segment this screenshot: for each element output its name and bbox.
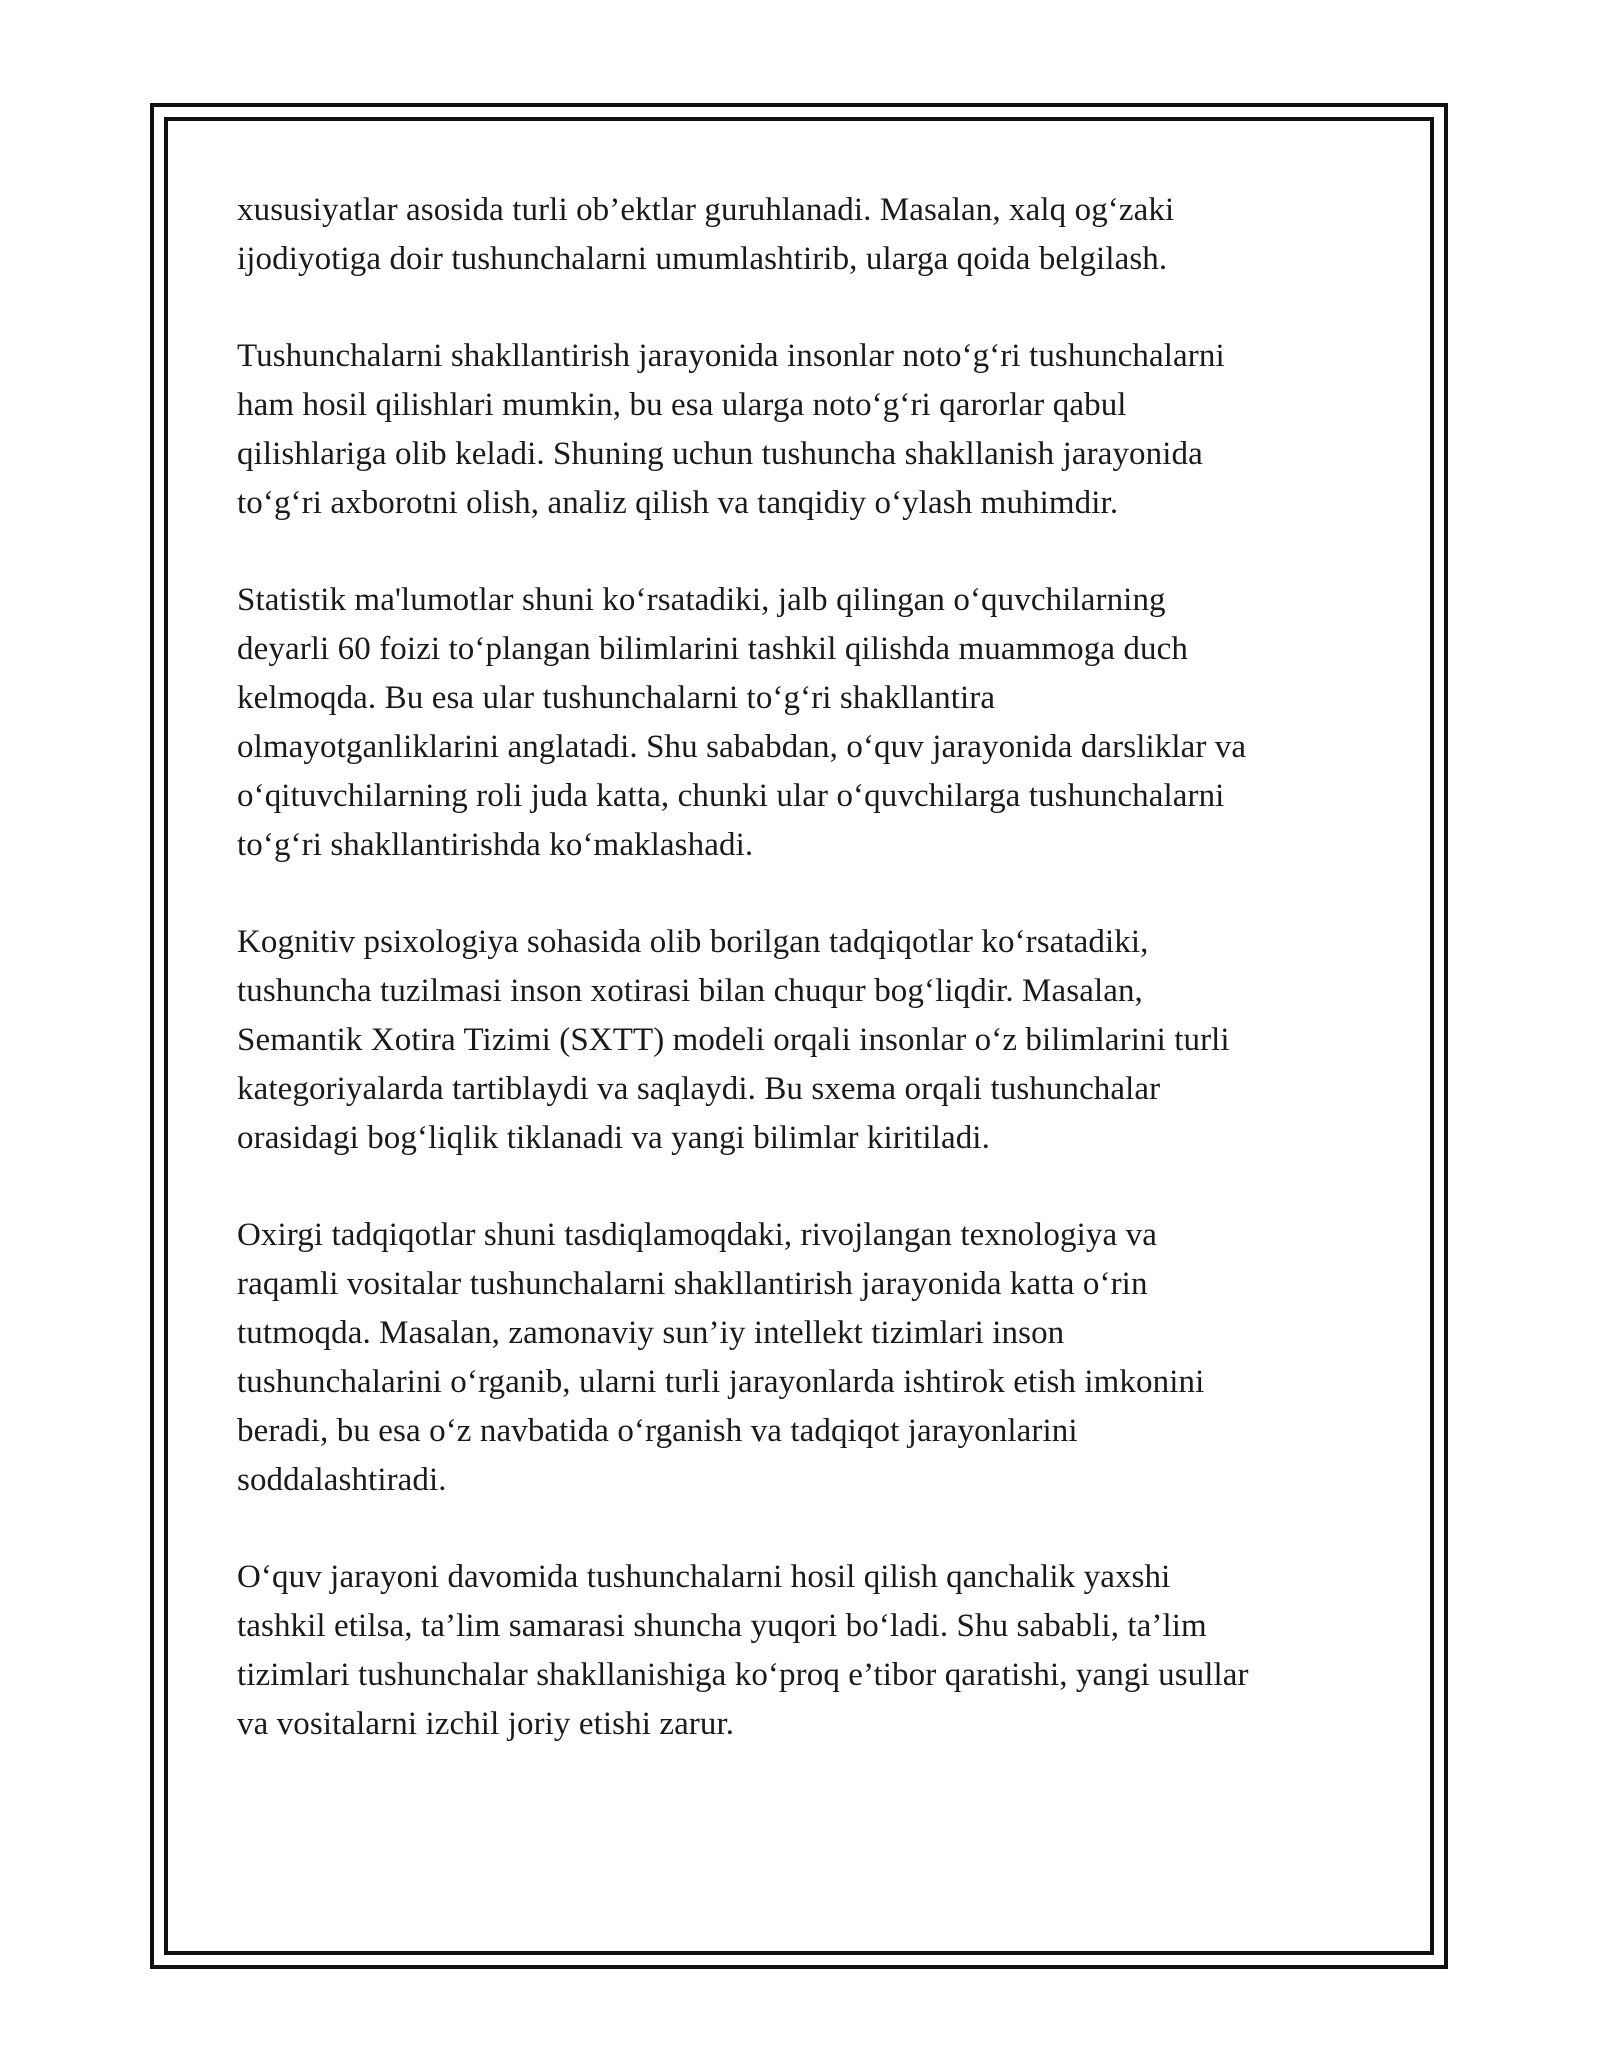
text-line: Tushunchalarni shakllantirish jarayonida insonlar noto‘g‘ri tushunchalarni	[237, 338, 1225, 374]
text-line: kelmoqda. Bu esa ular tushunchalarni to‘g‘ri shakllantira	[237, 680, 996, 716]
text-line: kategoriyalarda tartiblaydi va saqlaydi. Bu sxema orqali tushunchalar	[237, 1071, 1161, 1107]
text-line: tutmoqda. Masalan, zamonaviy sun’iy intellekt tizimlari inson	[237, 1315, 1065, 1351]
text-line: olmayotganliklarini anglatadi. Shu sababdan, o‘quv jarayonida darsliklar va	[237, 729, 1247, 765]
paragraph	[237, 1211, 1377, 1505]
text-line: xususiyatlar asosida turli ob’ektlar guruhlanadi. Masalan, xalq og‘zaki	[237, 192, 1175, 228]
text-line: to‘g‘ri shakllantirishda ko‘maklashadi.	[237, 827, 754, 863]
document-body	[237, 186, 1377, 1797]
text-line: beradi, bu esa o‘z navbatida o‘rganish va tadqiqot jarayonlarini	[237, 1413, 1078, 1449]
paragraph	[237, 1553, 1377, 1749]
text-line: va vositalarni izchil joriy etishi zarur.	[237, 1706, 735, 1742]
text-line: orasidagi bog‘liqlik tiklanadi va yangi bilimlar kiritiladi.	[237, 1120, 990, 1156]
text-line: Statistik ma'lumotlar shuni ko‘rsatadiki, jalb qilingan o‘quvchilarning	[237, 582, 1166, 618]
text-line: soddalashtiradi.	[237, 1462, 447, 1498]
paragraph	[237, 186, 1377, 284]
text-line: ijodiyotiga doir tushunchalarni umumlashtirib, ularga qoida belgilash.	[237, 241, 1168, 277]
text-line: ham hosil qilishlari mumkin, bu esa ularga noto‘g‘ri qarorlar qabul	[237, 387, 1127, 423]
paragraph	[237, 332, 1377, 528]
text-line: tashkil etilsa, ta’lim samarasi shuncha yuqori bo‘ladi. Shu sababli, ta’lim	[237, 1608, 1207, 1644]
text-line: deyarli 60 foizi to‘plangan bilimlarini tashkil qilishda muammoga duch	[237, 631, 1188, 667]
text-line: O‘quv jarayoni davomida tushunchalarni hosil qilish qanchalik yaxshi	[237, 1559, 1171, 1595]
text-line: raqamli vositalar tushunchalarni shakllantirish jarayonida katta o‘rin	[237, 1266, 1148, 1302]
text-line: o‘qituvchilarning roli juda katta, chunki ular o‘quvchilarga tushunchalarni	[237, 778, 1225, 814]
text-line: Semantik Xotira Tizimi (SXTT) modeli orqali insonlar o‘z bilimlarini turli	[237, 1022, 1230, 1058]
text-line: tushuncha tuzilmasi inson xotirasi bilan chuqur bog‘liqdir. Masalan,	[237, 973, 1143, 1009]
paragraph	[237, 918, 1377, 1163]
text-line: tushunchalarini o‘rganib, ularni turli jarayonlarda ishtirok etish imkonini	[237, 1364, 1205, 1400]
text-line: Oxirgi tadqiqotlar shuni tasdiqlamoqdaki, rivojlangan texnologiya va	[237, 1217, 1157, 1253]
paragraph	[237, 576, 1377, 870]
text-line: to‘g‘ri axborotni olish, analiz qilish va tanqidiy o‘ylash muhimdir.	[237, 485, 1119, 521]
text-line: Kognitiv psixologiya sohasida olib borilgan tadqiqotlar ko‘rsatadiki,	[237, 924, 1149, 960]
text-line: tizimlari tushunchalar shakllanishiga ko‘proq e’tibor qaratishi, yangi usullar	[237, 1657, 1249, 1693]
text-line: qilishlariga olib keladi. Shuning uchun tushuncha shakllanish jarayonida	[237, 436, 1203, 472]
